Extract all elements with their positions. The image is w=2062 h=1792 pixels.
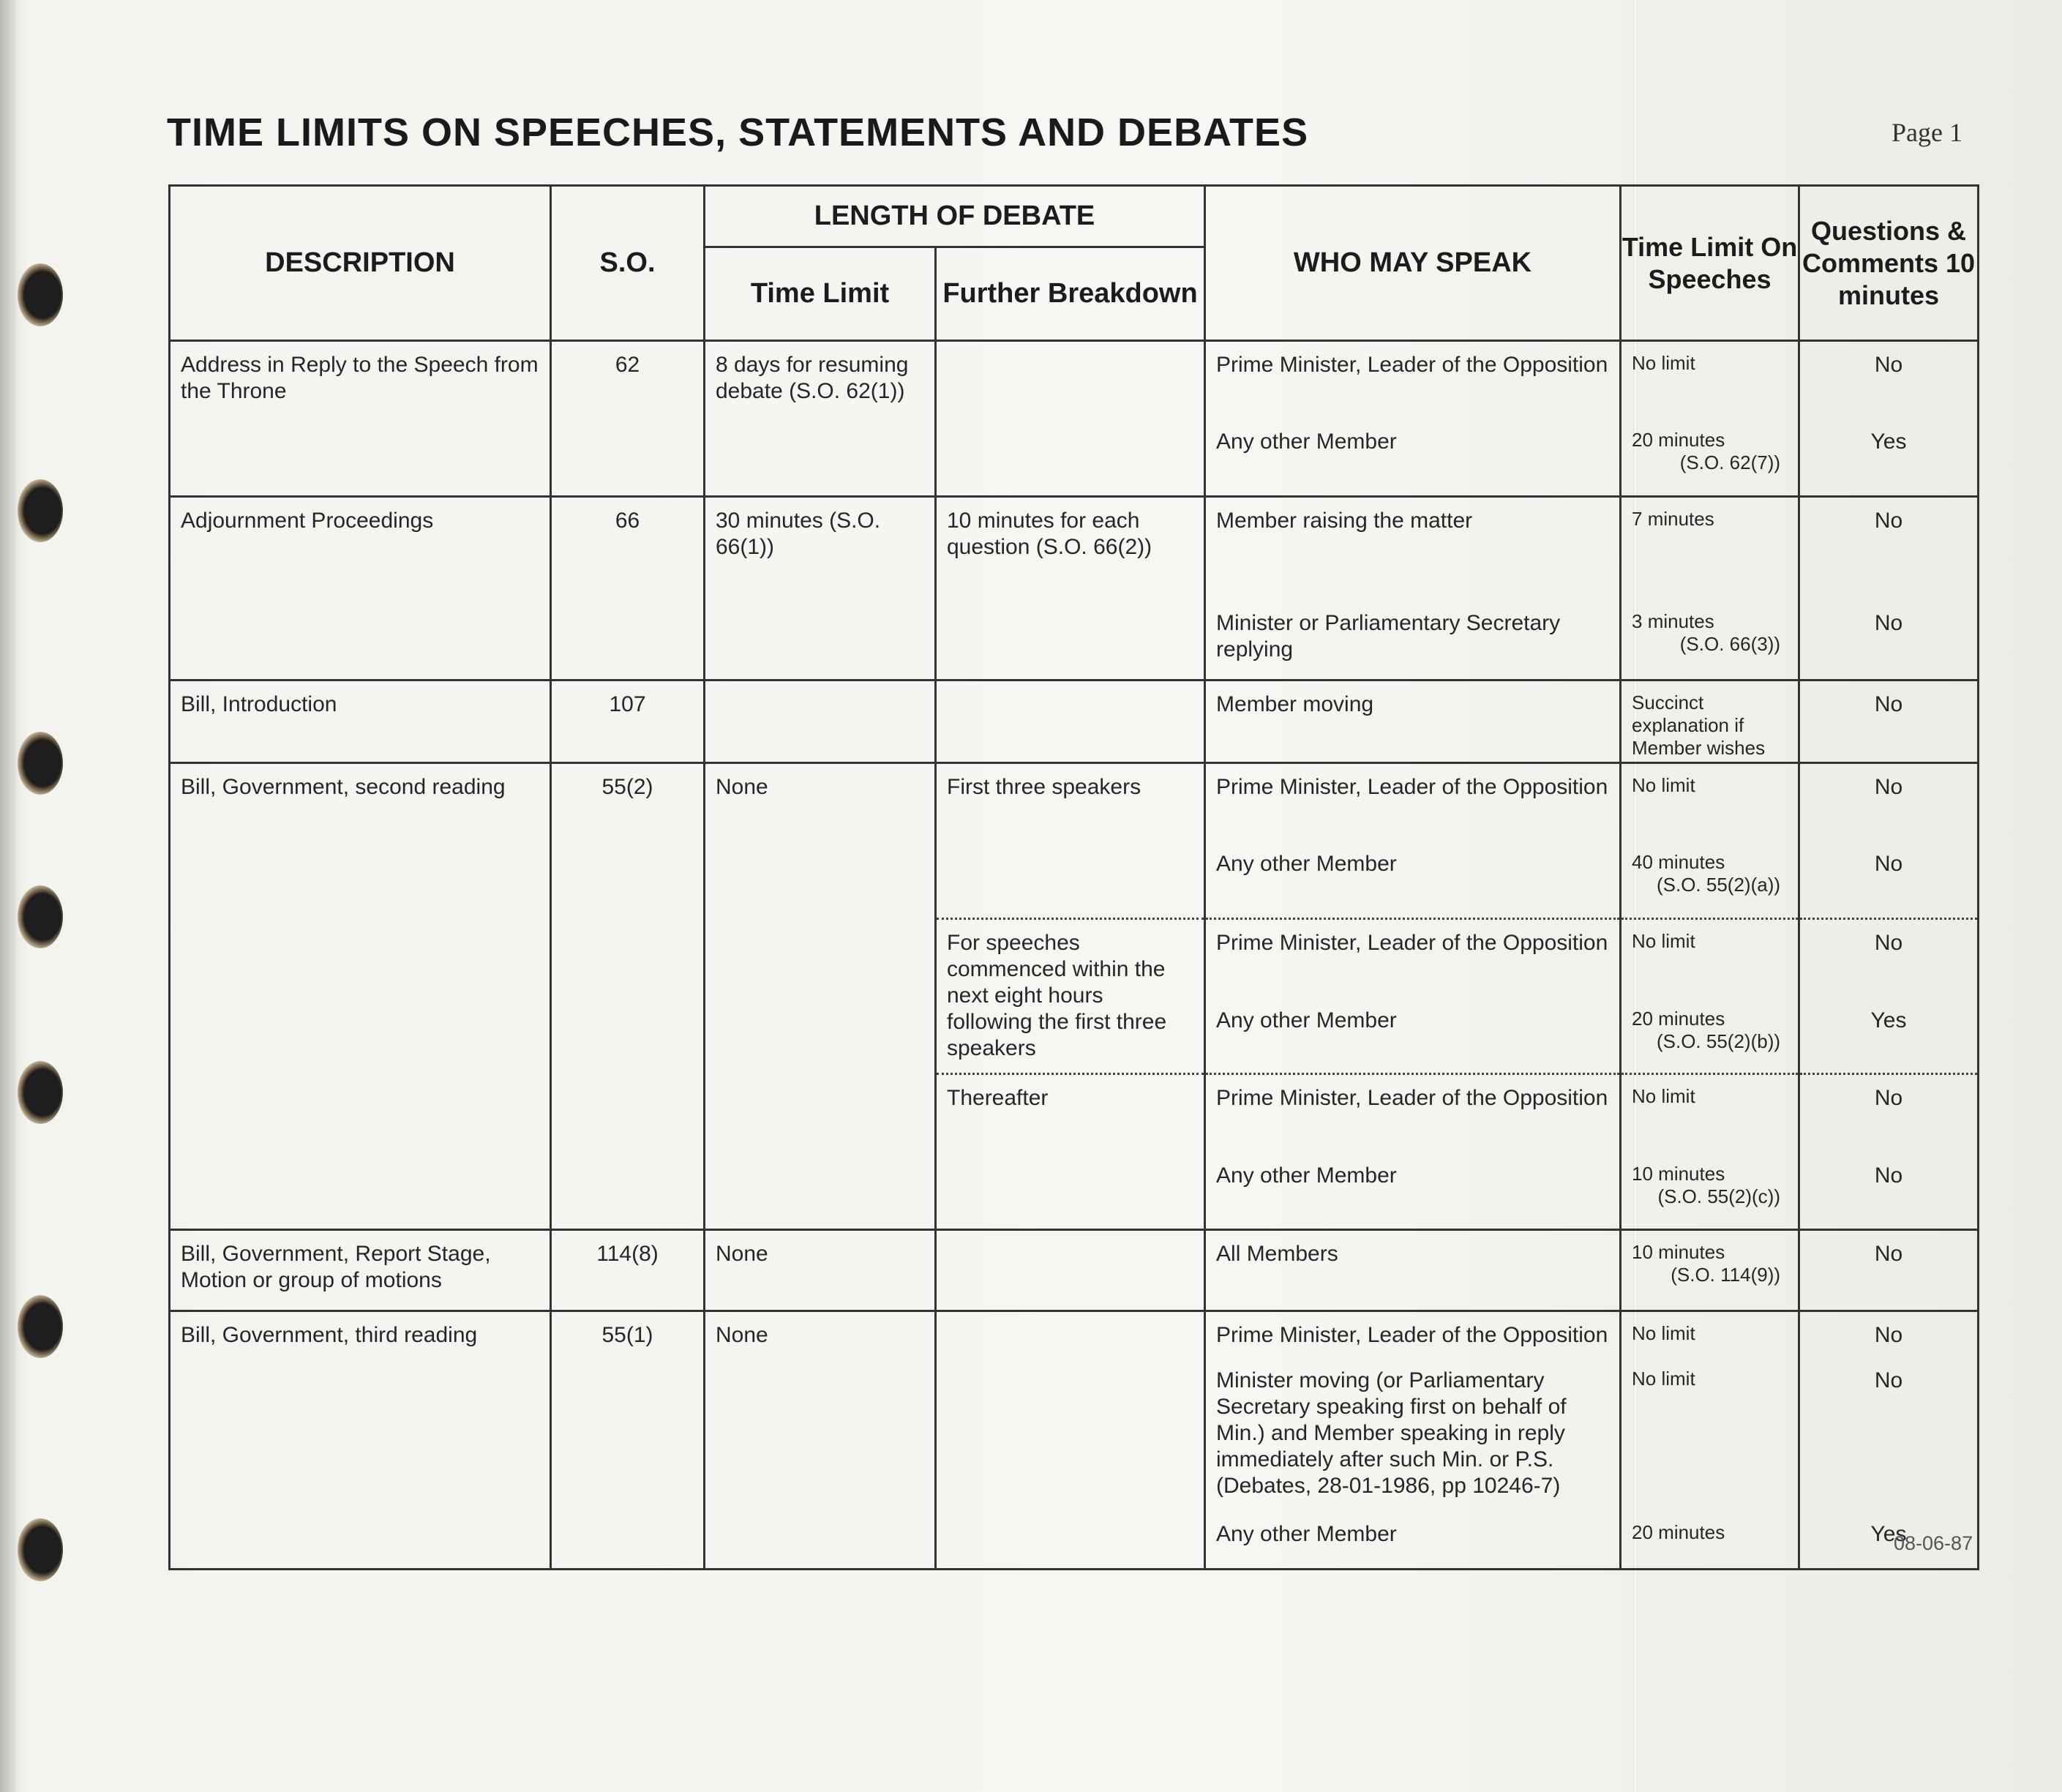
limit-reference: (S.O. 55(2)(a)) (1656, 874, 1781, 896)
questions-comments-value: No (1874, 1086, 1903, 1110)
speaker-group (937, 1231, 1204, 1310)
speaker-group (1622, 918, 1798, 1073)
speaker-who: All Members (1216, 1242, 1338, 1266)
speaker-who: Prime Minister, Leader of the Opposition (1216, 931, 1608, 955)
time-limits-table (168, 184, 1979, 1570)
speaker-group (937, 918, 1204, 1073)
speaker-limit (1622, 498, 1798, 600)
speaker-group (1206, 918, 1619, 1073)
speaker-group (1206, 764, 1619, 918)
description-cell-text: Bill, Government, second reading (181, 775, 506, 799)
limit-value: No limit (1632, 1368, 1695, 1390)
breakdown-text (937, 1312, 1204, 1322)
binder-hole (18, 1518, 63, 1581)
speech-limit-cell (1621, 681, 1799, 763)
limit-value: 3 minutes (1632, 610, 1714, 632)
questions-comments-cell (1799, 341, 1979, 497)
questions-comments-value: Yes (1870, 430, 1907, 454)
speaker-limit (1622, 681, 1798, 762)
speaker-who: Any other Member (1216, 1163, 1397, 1188)
limit-value: 20 minutes (1632, 1008, 1725, 1030)
limit-value: No limit (1632, 1322, 1695, 1344)
binder-spine (0, 0, 16, 1792)
speaker-group (1800, 1312, 1977, 1568)
binder-hole (18, 732, 63, 795)
speaker-group (937, 764, 1204, 918)
so-cell (551, 681, 705, 763)
limit-value: No limit (1632, 1085, 1695, 1107)
time-limit-cell (705, 1311, 936, 1570)
binder-hole (18, 1295, 63, 1358)
questions-comments-value: No (1874, 611, 1903, 635)
time-limit-cell (705, 341, 936, 497)
speaker-group (1206, 1312, 1619, 1568)
header-description: DESCRIPTION (170, 186, 551, 341)
breakdown-text: 10 minutes for each question (S.O. 66(2)) (947, 509, 1152, 559)
speaker-group (1206, 681, 1619, 762)
table-row (170, 1311, 1979, 1570)
questions-comments-cell (1799, 497, 1979, 681)
who-may-speak-cell (1205, 681, 1621, 763)
time-limit-cell-text: None (716, 1242, 768, 1266)
speaker-group (1206, 1073, 1619, 1229)
limit-value: 20 minutes (1632, 429, 1725, 451)
breakdown-text (937, 1231, 1204, 1241)
limit-value: 40 minutes (1632, 851, 1725, 873)
date-code: 08-06-87 (1894, 1532, 1973, 1554)
speaker-who: Prime Minister, Leader of the Opposition (1216, 1086, 1608, 1110)
speaker-group (937, 1312, 1204, 1568)
header-time-limit-on-speeches: Time Limit On Speeches (1621, 186, 1799, 341)
limit-value: Succinct explanation if Member wishes (1632, 691, 1766, 759)
speaker-who: Prime Minister, Leader of the Opposition (1216, 1323, 1608, 1347)
speaker-group (1622, 498, 1798, 679)
questions-comments-cell (1799, 1230, 1979, 1311)
binder-hole (18, 479, 63, 542)
speaker-who: Member moving (1216, 692, 1374, 716)
questions-comments-value: No (1874, 1242, 1903, 1266)
speaker-limit (1622, 600, 1798, 679)
breakdown-cell (936, 681, 1205, 763)
questions-comments-value: Yes (1870, 1522, 1907, 1546)
speaker-group (1800, 918, 1977, 1073)
questions-comments-value: No (1874, 852, 1903, 876)
limit-reference: (S.O. 55(2)(c)) (1657, 1185, 1781, 1207)
so-cell-text: 66 (615, 509, 640, 533)
binder-hole (18, 885, 63, 948)
header-time-limit: Time Limit (705, 247, 936, 341)
questions-comments-value: Yes (1870, 1008, 1907, 1032)
speaker-limit (1622, 1231, 1798, 1310)
questions-comments-cell (1799, 1311, 1979, 1570)
limit-reference: (S.O. 114(9)) (1671, 1264, 1781, 1286)
speaker-group (1206, 1231, 1619, 1310)
so-cell (551, 341, 705, 497)
questions-comments-value: No (1874, 775, 1903, 799)
breakdown-cell (936, 1230, 1205, 1311)
speech-limit-cell (1621, 341, 1799, 497)
page-title: TIME LIMITS ON SPEECHES, STATEMENTS AND DEBATES (167, 110, 1309, 154)
description-cell (170, 1311, 551, 1570)
speech-limit-cell (1621, 763, 1799, 1230)
speaker-limit (1622, 764, 1798, 841)
description-cell-text: Adjournment Proceedings (181, 509, 434, 533)
so-cell-text: 114(8) (596, 1242, 659, 1266)
so-cell (551, 497, 705, 681)
speaker-who: Prime Minister, Leader of the Opposition (1216, 353, 1608, 377)
speaker-group (937, 498, 1204, 679)
speaker-group (1622, 342, 1798, 495)
description-cell (170, 763, 551, 1230)
who-may-speak-cell (1205, 1230, 1621, 1311)
speaker-group (937, 1073, 1204, 1229)
limit-value: 7 minutes (1632, 508, 1714, 530)
speaker-group (1800, 1231, 1977, 1310)
breakdown-text (937, 342, 1204, 352)
questions-comments-value: No (1874, 1163, 1903, 1188)
description-cell (170, 341, 551, 497)
speaker-group (1800, 498, 1977, 679)
so-cell-text: 55(1) (601, 1323, 653, 1347)
time-limit-cell-text: None (716, 775, 768, 799)
speaker-limit (1622, 342, 1798, 419)
header-who-may-speak: WHO MAY SPEAK (1205, 186, 1621, 341)
binder-hole (18, 263, 63, 326)
speaker-who: Minister moving (or Parliamentary Secretary speaking first on behalf of Min.) and Member speaking in reply immediately after such Min. or P.S. (Debates, 28-01-1986, pp 10246-7) (1216, 1368, 1567, 1498)
speaker-group (1622, 1312, 1798, 1568)
speaker-limit (1622, 841, 1798, 918)
who-may-speak-cell (1205, 763, 1621, 1230)
table-row (170, 341, 1979, 497)
description-cell-text: Bill, Government, Report Stage, Motion or group of motions (181, 1242, 491, 1292)
speaker-group (937, 342, 1204, 495)
breakdown-text (937, 681, 1204, 691)
breakdown-cell (936, 1311, 1205, 1570)
speaker-group (1800, 342, 1977, 495)
table-row (170, 681, 1979, 763)
breakdown-text: Thereafter (947, 1086, 1049, 1110)
breakdown-text: For speeches commenced within the next eight hours following the first three speakers (947, 931, 1167, 1060)
speaker-who: Any other Member (1216, 1522, 1397, 1546)
questions-comments-value: No (1874, 692, 1903, 716)
so-cell (551, 763, 705, 1230)
time-limit-cell-text: None (716, 1323, 768, 1347)
time-limit-cell (705, 497, 936, 681)
limit-value: No limit (1632, 930, 1695, 952)
speaker-group (1622, 1073, 1798, 1229)
questions-comments-value: No (1874, 509, 1903, 533)
description-cell-text: Bill, Introduction (181, 692, 337, 716)
speaker-group (1206, 342, 1619, 495)
who-may-speak-cell (1205, 497, 1621, 681)
speaker-group (1800, 764, 1977, 918)
so-cell (551, 1230, 705, 1311)
time-limit-cell-text: 30 minutes (S.O. 66(1)) (716, 509, 881, 559)
header-so: S.O. (551, 186, 705, 341)
speech-limit-cell (1621, 1311, 1799, 1570)
speaker-limit (1622, 997, 1798, 1075)
speaker-limit (1622, 1511, 1798, 1568)
speaker-who: Member raising the matter (1216, 509, 1473, 533)
binder-hole (18, 1061, 63, 1124)
description-cell-text: Bill, Government, third reading (181, 1323, 478, 1347)
so-cell-text: 55(2) (601, 775, 653, 799)
so-cell-text: 62 (615, 353, 640, 377)
questions-comments-value: No (1874, 931, 1903, 955)
limit-value: 20 minutes (1632, 1521, 1725, 1543)
speaker-group (1622, 681, 1798, 762)
speaker-who: Minister or Parliamentary Secretary replying (1216, 611, 1561, 661)
limit-value: 10 minutes (1632, 1241, 1725, 1263)
speaker-who: Any other Member (1216, 430, 1397, 454)
speaker-group (1800, 681, 1977, 762)
time-limit-cell (705, 763, 936, 1230)
limit-value: No limit (1632, 774, 1695, 796)
description-cell (170, 681, 551, 763)
breakdown-text: First three speakers (947, 775, 1141, 799)
table-row (170, 1230, 1979, 1311)
so-cell-text: 107 (609, 692, 646, 716)
speaker-group (1800, 1073, 1977, 1229)
limit-value: 10 minutes (1632, 1163, 1725, 1185)
limit-value: No limit (1632, 352, 1695, 374)
limit-reference: (S.O. 55(2)(b)) (1656, 1030, 1781, 1052)
time-limit-cell (705, 1230, 936, 1311)
time-limit-cell (705, 681, 936, 763)
breakdown-cell (936, 497, 1205, 681)
speaker-limit (1622, 920, 1798, 997)
table-row (170, 763, 1979, 1230)
description-cell-text: Address in Reply to the Speech from the Throne (181, 353, 539, 403)
time-limit-cell-text (705, 681, 934, 691)
speaker-limit (1622, 419, 1798, 495)
speaker-group (937, 681, 1204, 762)
who-may-speak-cell (1205, 341, 1621, 497)
limit-reference: (S.O. 66(3)) (1679, 633, 1781, 655)
breakdown-cell (936, 763, 1205, 1230)
speaker-who: Any other Member (1216, 1008, 1397, 1032)
description-cell (170, 497, 551, 681)
speech-limit-cell (1621, 1230, 1799, 1311)
header-further-breakdown: Further Breakdown (936, 247, 1205, 341)
table-row (170, 497, 1979, 681)
header-questions-comments: Questions & Comments 10 minutes (1799, 186, 1979, 341)
questions-comments-value: No (1874, 1323, 1903, 1347)
description-cell (170, 1230, 551, 1311)
questions-comments-cell (1799, 681, 1979, 763)
speaker-group (1622, 1231, 1798, 1310)
page-number: Page 1 (1892, 118, 1962, 147)
speaker-limit (1622, 1312, 1798, 1357)
speaker-limit (1622, 1152, 1798, 1231)
header-length-of-debate: LENGTH OF DEBATE (705, 186, 1205, 247)
speaker-who: Any other Member (1216, 852, 1397, 876)
speaker-limit (1622, 1075, 1798, 1152)
speaker-limit (1622, 1357, 1798, 1511)
so-cell (551, 1311, 705, 1570)
speaker-group (1622, 764, 1798, 918)
speaker-group (1206, 498, 1619, 679)
who-may-speak-cell (1205, 1311, 1621, 1570)
questions-comments-value: No (1874, 353, 1903, 377)
questions-comments-cell (1799, 763, 1979, 1230)
breakdown-cell (936, 341, 1205, 497)
speaker-who: Prime Minister, Leader of the Opposition (1216, 775, 1608, 799)
speech-limit-cell (1621, 497, 1799, 681)
time-limit-cell-text: 8 days for resuming debate (S.O. 62(1)) (716, 353, 909, 403)
questions-comments-value: No (1874, 1368, 1903, 1392)
limit-reference: (S.O. 62(7)) (1679, 451, 1781, 473)
